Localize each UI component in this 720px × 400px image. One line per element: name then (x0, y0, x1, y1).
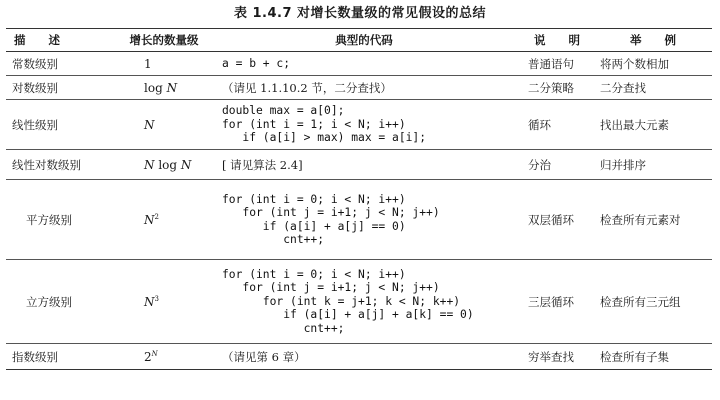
row-explain: 双层循环 (528, 212, 574, 227)
row-code (208, 150, 520, 180)
code-block: a = b + c; (222, 56, 291, 70)
table-row-exponential (6, 344, 712, 370)
order-n: N (166, 80, 178, 95)
row-order (120, 150, 208, 180)
order-n: N (144, 157, 155, 172)
table-row-cubic (6, 260, 712, 344)
row-example: 将两个数相加 (600, 56, 669, 71)
row-order (120, 76, 208, 100)
row-code (208, 260, 520, 344)
growth-order-table (6, 28, 712, 370)
order-log: log (144, 80, 167, 95)
order-log: log (154, 157, 181, 172)
row-order (120, 344, 208, 370)
row-example: 检查所有子集 (600, 349, 669, 364)
row-explain: 穷举查找 (528, 349, 574, 364)
row-desc: 线性对数级别 (12, 157, 81, 172)
order-exponent: 3 (154, 294, 159, 303)
header-code: 典型的代码 (335, 33, 393, 47)
order-n: N (144, 117, 155, 132)
row-desc: 指数级别 (12, 349, 58, 364)
row-order (120, 100, 208, 150)
header-explain: 说 明 (534, 33, 580, 47)
row-explain: 二分策略 (528, 80, 574, 95)
row-code (208, 100, 520, 150)
row-explain: 循环 (528, 117, 551, 132)
header-order: 增长的数量级 (129, 33, 199, 47)
order-exponent: 2 (154, 212, 159, 221)
row-desc: 立方级别 (26, 294, 72, 309)
table-row-quadratic (6, 180, 712, 260)
row-code (208, 52, 520, 76)
order-n: N (180, 157, 192, 172)
order-base: 1 (144, 56, 152, 71)
order-exponent: N (151, 349, 158, 358)
table-row-logarithmic (6, 76, 712, 100)
table-row-constant (6, 52, 712, 76)
row-order (120, 260, 208, 344)
table-row-linear (6, 100, 712, 150)
row-desc: 线性级别 (12, 117, 58, 132)
code-block: for (int i = 0; i < N; i++) for (int j = i+1; j < N; j++) if (a[i] + a[j] == 0) cnt++; (222, 192, 440, 246)
row-example: 二分查找 (600, 80, 646, 95)
code-reference: [ 请见算法 2.4] (222, 157, 303, 172)
code-block: for (int i = 0; i < N; i++) for (int j = i+1; j < N; j++) for (int k = j+1; k < N; k++) if (a[i] + a[j] + a[k] == 0) cnt++; (222, 267, 474, 335)
row-example: 找出最大元素 (600, 117, 669, 132)
code-reference: （请见第 6 章） (222, 349, 306, 364)
table-caption: 表 1.4.7 对增长数量级的常见假设的总结 (233, 6, 487, 21)
row-order (120, 180, 208, 260)
row-desc: 平方级别 (26, 212, 72, 227)
row-code (208, 344, 520, 370)
header-row (6, 29, 712, 52)
row-explain: 三层循环 (528, 294, 574, 309)
table-row-linearithmic (6, 150, 712, 180)
row-code (208, 76, 520, 100)
row-desc: 常数级别 (12, 56, 58, 71)
order-base: 2 (144, 349, 152, 364)
row-order (120, 52, 208, 76)
row-explain: 分治 (528, 157, 551, 172)
row-example: 检查所有元素对 (600, 212, 681, 227)
row-example: 归并排序 (600, 157, 646, 172)
code-block: double max = a[0]; for (int i = 1; i < N; i++) if (a[i] > max) max = a[i]; (222, 104, 427, 145)
header-example: 举 例 (630, 33, 676, 47)
order-n: N (144, 212, 155, 227)
row-explain: 普通语句 (528, 56, 574, 71)
row-code (208, 180, 520, 260)
code-reference: （请见 1.1.10.2 节，二分查找） (222, 80, 392, 95)
row-example: 检查所有三元组 (600, 294, 681, 309)
order-n: N (144, 294, 155, 309)
row-desc: 对数级别 (12, 80, 58, 95)
header-desc: 描 述 (14, 33, 60, 47)
